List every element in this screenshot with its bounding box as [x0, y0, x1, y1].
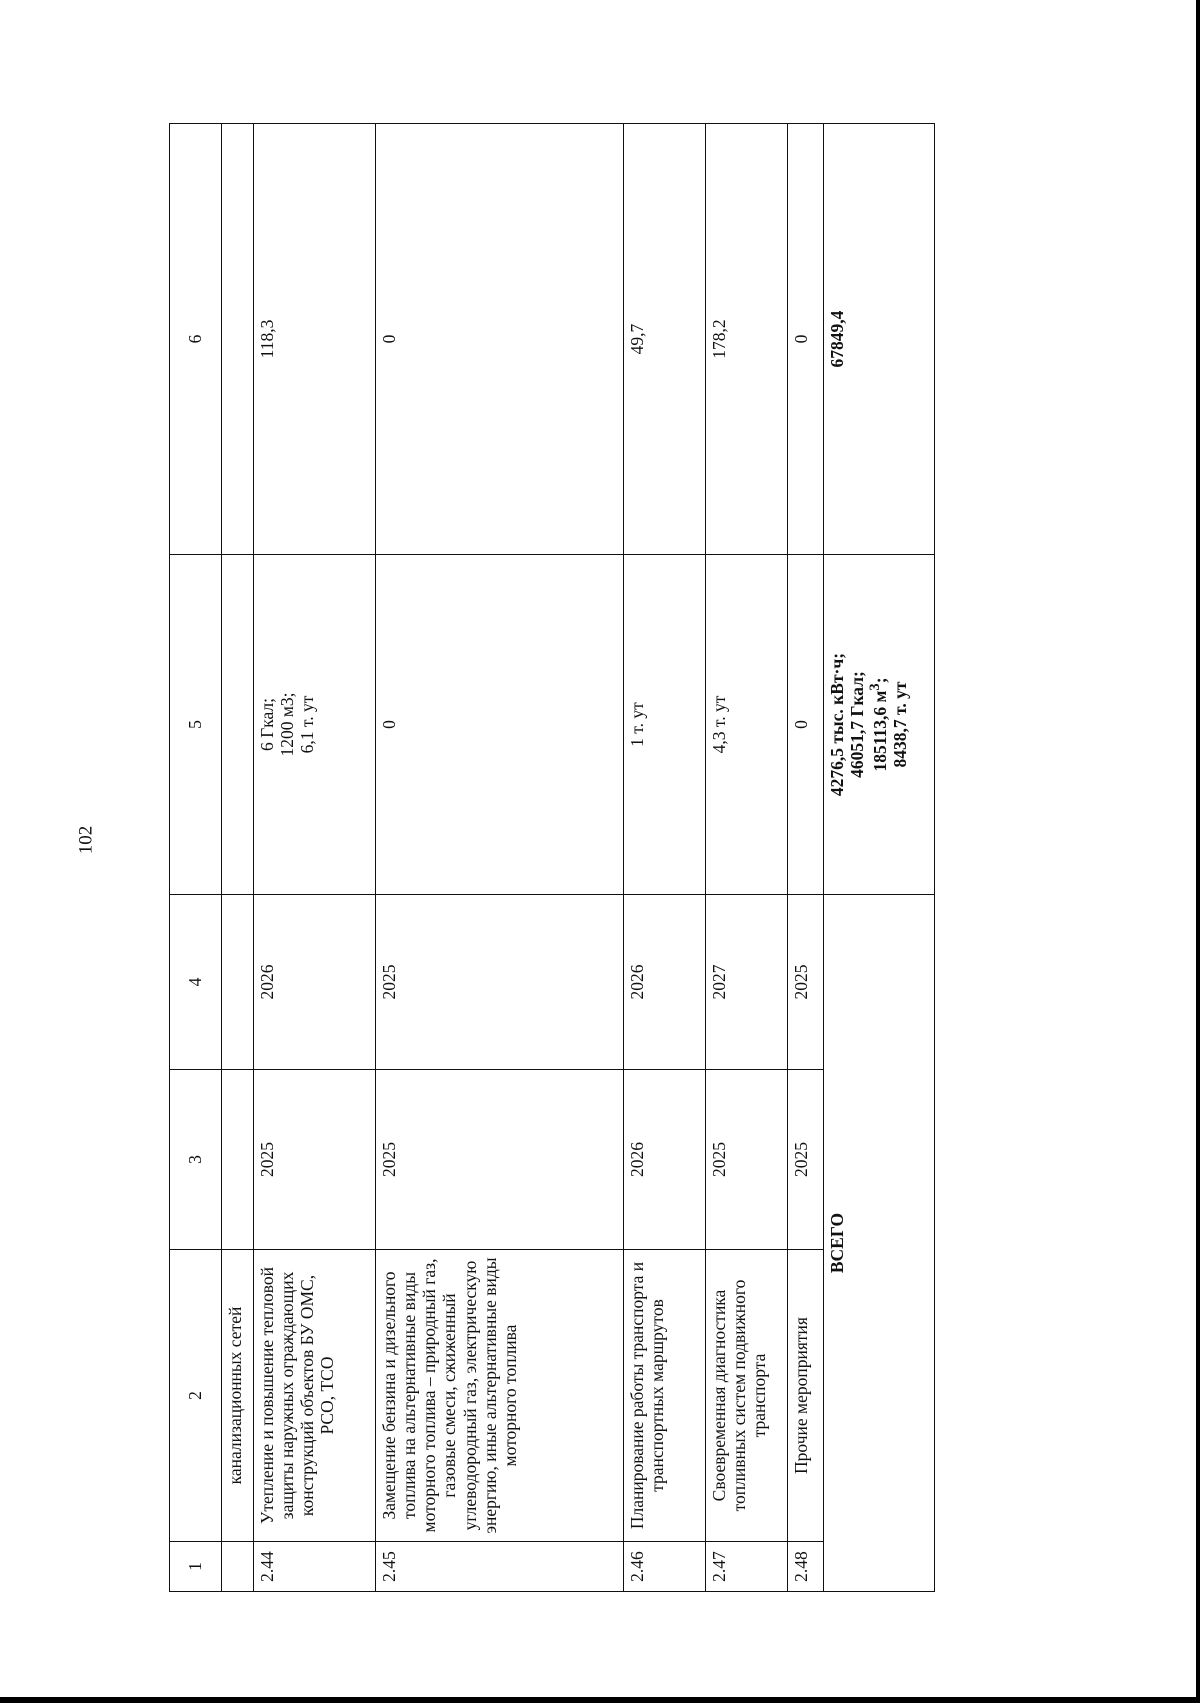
row-name: Утепление и повышение тепловой защиты наружных ограждающих конструкций объектов БУ ОМС, РСО, ТСО — [254, 1250, 376, 1542]
total-label: ВСЕГО — [824, 895, 935, 1592]
table-row — [376, 124, 624, 1592]
measures-table — [169, 123, 935, 1592]
row-number: 2.47 — [706, 1542, 788, 1592]
header-col-4: 4 — [170, 895, 222, 1070]
row-end-year: 2025 — [788, 895, 824, 1070]
row-value: 0 — [788, 124, 824, 555]
semicolon: ; — [870, 677, 891, 684]
header-row — [170, 124, 222, 1592]
header-col-2: 2 — [170, 1250, 222, 1542]
row-start-year: 2025 — [376, 1070, 624, 1250]
row-name: Своевременная диагностика топливных систем подвижного транспорта — [706, 1250, 788, 1542]
cubic-superscript: 3 — [867, 683, 884, 691]
row-effect — [254, 555, 376, 895]
scan-edge-bottom — [0, 1697, 1200, 1703]
scan-edge-right — [1196, 0, 1200, 1703]
row-name: Замещение бензина и дизельного топлива на альтернативные виды моторного топлива – природный газ, газовые смеси, сжиженный углеводородный газ, электрическую энергию, иные альтернативные виды моторного топлива — [376, 1250, 624, 1542]
row-start-year: 2026 — [624, 1070, 706, 1250]
row-number: 2.44 — [254, 1542, 376, 1592]
total-row — [824, 124, 935, 1592]
continuation-row — [222, 124, 254, 1592]
page-number: 102 — [75, 825, 97, 855]
effect-line: 6,1 т. ут — [297, 695, 318, 754]
row-start-year: 2025 — [788, 1070, 824, 1250]
total-effect-line: 46051,7 Гкал; — [847, 671, 868, 778]
row-number: 2.46 — [624, 1542, 706, 1592]
row-effect: 4,3 т. ут — [706, 555, 788, 895]
row-effect: 0 — [376, 555, 624, 895]
total-effect-line: 4276,5 тыс. кВт·ч; — [827, 652, 847, 797]
total-effect-line — [867, 561, 890, 888]
total-effect-volume: 185113,6 м — [870, 690, 891, 772]
effect-line: 6 Гкал; — [257, 698, 277, 751]
row-value: 178,2 — [706, 124, 788, 555]
effect-line: 1200 м3; — [277, 692, 298, 757]
row-name: Планирование работы транспорта и транспортных маршрутов — [624, 1250, 706, 1542]
row-start-year: 2025 — [254, 1070, 376, 1250]
continuation-name: канализационных сетей — [222, 1250, 254, 1542]
header-col-6: 6 — [170, 124, 222, 555]
row-name: Прочие мероприятия — [788, 1250, 824, 1542]
row-end-year: 2027 — [706, 895, 788, 1070]
table-row — [706, 124, 788, 1592]
table-row — [254, 124, 376, 1592]
row-value: 118,3 — [254, 124, 376, 555]
header-col-5: 5 — [170, 555, 222, 895]
total-effect-line: 8438,7 т. ут — [890, 681, 911, 768]
total-value: 67849,4 — [824, 124, 935, 555]
row-value: 0 — [376, 124, 624, 555]
header-col-1: 1 — [170, 1542, 222, 1592]
row-end-year: 2026 — [624, 895, 706, 1070]
table-row — [788, 124, 824, 1592]
row-effect: 0 — [788, 555, 824, 895]
row-effect: 1 т. ут — [624, 555, 706, 895]
total-effect — [824, 555, 935, 895]
row-number: 2.45 — [376, 1542, 624, 1592]
row-end-year: 2025 — [376, 895, 624, 1070]
row-value: 49,7 — [624, 124, 706, 555]
row-number: 2.48 — [788, 1542, 824, 1592]
table-row — [624, 124, 706, 1592]
row-end-year: 2026 — [254, 895, 376, 1070]
header-col-3: 3 — [170, 1070, 222, 1250]
rotated-table-container — [169, 124, 934, 1592]
row-start-year: 2025 — [706, 1070, 788, 1250]
